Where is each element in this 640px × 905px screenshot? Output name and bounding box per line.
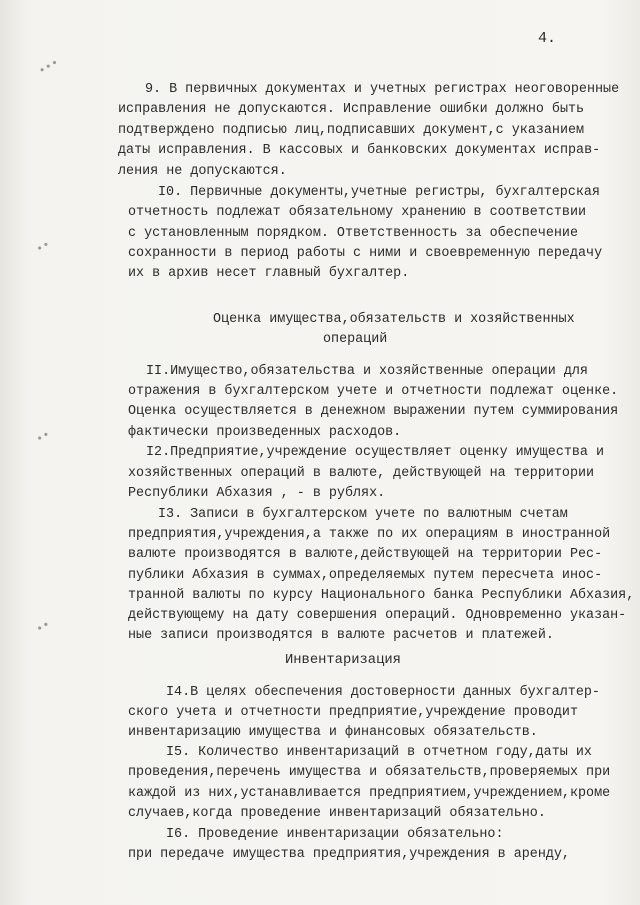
- text-line: ные записи производятся в валюте расчетов и платежей.: [128, 628, 554, 643]
- text-line: Республики Абхазия , - в рублях.: [128, 486, 386, 501]
- text-line: отчетность подлежат обязательному хранению в соответствии: [128, 205, 587, 220]
- text-line: транной валюты по курсу Национального банка Республики Абхазия,: [128, 588, 635, 603]
- text-line: фактически произведенных расходов.: [128, 425, 402, 440]
- text-line: I3. Записи в бухгалтерском учете по валютным счетам: [158, 507, 568, 522]
- text-line: предприятия,учреждения,а также по их операциям в иностранной: [128, 527, 611, 542]
- text-line: I0. Первичные документы,учетные регистры, бухгалтерская: [158, 185, 600, 200]
- text-line: I5. Количество инвентаризаций в отчетном году,даты их: [166, 745, 592, 760]
- text-line: валюте производятся в валюте,действующей на территории Рес-: [128, 547, 603, 562]
- text-line: публики Абхазия в суммах,определяемых путем пересчета инос-: [128, 568, 603, 583]
- text-line: Инвентаризация: [285, 653, 401, 668]
- text-line: случаев,когда проведение инвентаризаций обязательно.: [128, 806, 546, 821]
- text-line: их в архив несет главный бухгалтер.: [128, 266, 410, 281]
- text-line: ления не допускаются.: [118, 164, 287, 179]
- text-line: каждой из них,устанавливается предприятием,учреждением,кроме: [128, 786, 611, 801]
- text-line: действующему на дату совершения операций. Одновременно указан-: [128, 608, 627, 623]
- page-number: 4.: [538, 30, 557, 47]
- text-line: хозяйственных операций в валюте, действующей на территории: [128, 466, 595, 481]
- text-line: подтверждено подписью лиц,подписавших документ,с указанием: [118, 123, 585, 138]
- scan-margin-mark: ••: [33, 617, 53, 637]
- text-line: сохранности в период работы с ними и своевременную передачу: [128, 246, 603, 261]
- scan-margin-mark: ••: [33, 427, 53, 447]
- text-line: Оценка осуществляется в денежном выражении путем суммирования: [128, 404, 619, 419]
- text-line: II.Имущество,обязательства и хозяйственные операции для: [146, 364, 588, 379]
- scan-margin-mark: ••: [33, 237, 53, 257]
- text-line: I4.В целях обеспечения достоверности данных бухгалтер-: [166, 685, 600, 700]
- text-line: даты исправления. В кассовых и банковских документах исправ-: [118, 143, 601, 158]
- text-line: операций: [323, 332, 388, 347]
- scan-margin-mark: •••: [35, 55, 62, 79]
- text-line: I2.Предприятие,учреждение осуществляет оценку имущества и: [146, 445, 605, 460]
- text-line: 9. В первичных документах и учетных регистрах неоговоренные: [145, 82, 620, 97]
- text-line: отражения в бухгалтерском учете и отчетности подлежат оценке.: [128, 384, 619, 399]
- text-line: проведения,перечень имущества и обязательств,проверяемых при: [128, 765, 611, 780]
- text-line: I6. Проведение инвентаризации обязательно:: [166, 827, 504, 842]
- text-line: Оценка имущества,обязательств и хозяйственных: [213, 312, 575, 327]
- text-line: исправления не допускаются. Исправление ошибки должно быть: [118, 102, 585, 117]
- text-line: при передаче имущества предприятия,учреждения в аренду,: [128, 847, 570, 862]
- text-line: инвентаризацию имущества и финансовых обязательств.: [128, 725, 538, 740]
- text-line: ского учета и отчетности предприятие,учреждение проводит: [128, 705, 578, 720]
- text-line: с установленным порядком. Ответственность за обеспечение: [128, 226, 578, 241]
